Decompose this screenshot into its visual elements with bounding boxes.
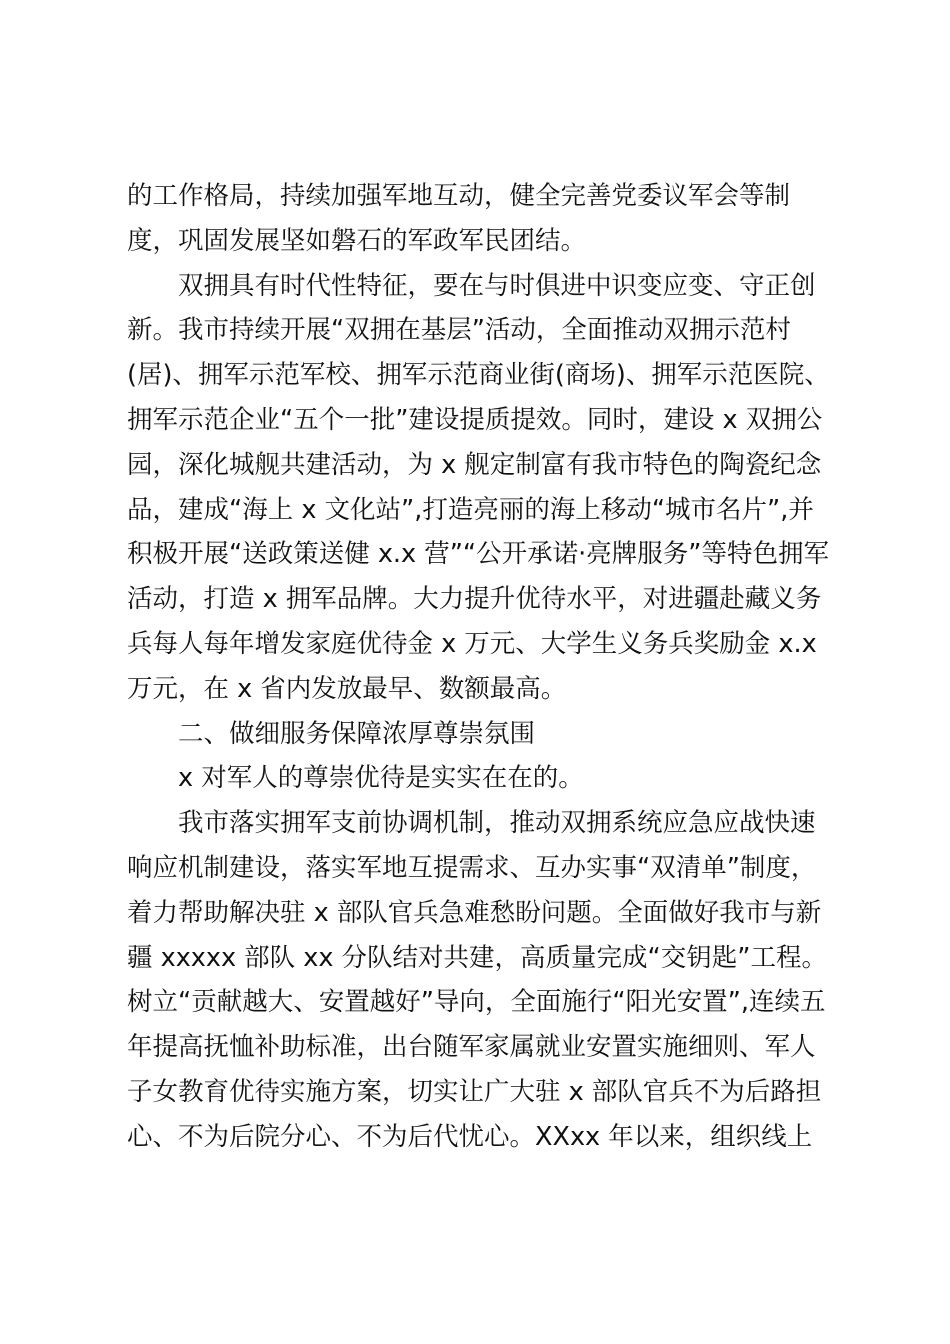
- text-line: 响应机制建设，落实军地互提需求、互办实事“双清单”制度，: [127, 852, 817, 883]
- text-line: 新。我市持续开展“双拥在基层”活动，全面推动双拥示范村: [127, 315, 791, 346]
- text-line: 品，建成“海上 x 文化站”,打造亮丽的海上移动“城市名片”,并: [127, 494, 814, 525]
- text-line: 拥军示范企业“五个一批”建设提质提效。同时，建设 x 双拥公: [127, 404, 823, 435]
- text-line: 我市落实拥军支前协调机制，推动双拥系统应急应战快速: [178, 808, 816, 839]
- text-line: 万元，在 x 省内发放最早、数额最高。: [127, 673, 567, 704]
- text-line: 的工作格局，持续加强军地互动，健全完善党委议军会等制: [127, 181, 791, 211]
- text-line: 树立“贡献越大、安置越好”导向，全面施行“阳光安置”,连续五: [127, 987, 826, 1018]
- text-line: 子女教育优待实施方案，切实让广大驻 x 部队官兵不为后路担: [127, 1076, 822, 1107]
- document-body: [127, 174, 830, 1160]
- text-line: 心、不为后院分心、不为后代忧心。XXxx 年以来，组织线上: [127, 1121, 813, 1152]
- text-line: 园，深化城舰共建活动，为 x 舰定制富有我市特色的陶瓷纪念: [127, 449, 822, 480]
- text-line: 疆 xxxxx 部队 xx 分队结对共建，高质量完成“交钥匙”工程。: [127, 942, 827, 973]
- text-line: 着力帮助解决驻 x 部队官兵急难愁盼问题。全面做好我市与新: [127, 897, 822, 928]
- text-line: 活动，打造 x 拥军品牌。大力提升优待水平，对进疆赴藏义务: [127, 584, 822, 615]
- text-line: 年提高抚恤补助标准，出台随军家属就业安置实施细则、军人: [127, 1032, 816, 1063]
- text-line: 度，巩固发展坚如磐石的军政军民团结。: [127, 225, 587, 256]
- text-line: x 对军人的尊崇优待是实实在在的。: [178, 763, 584, 794]
- text-line: 积极开展“送政策送健 x.x 营”“公开承诺·亮牌服务”等特色拥军: [127, 539, 829, 570]
- text-line: 兵每人每年增发家庭优待金 x 万元、大学生义务兵奖励金 x.x: [127, 628, 817, 659]
- text-line: (居)、拥军示范军校、拥军示范商业街(商场)、拥军示范医院、: [127, 360, 830, 391]
- text-line: 双拥具有时代性特征，要在与时俱进中识变应变、守正创: [178, 270, 816, 301]
- text-line: 二、做细服务保障浓厚尊崇氛围: [178, 718, 536, 749]
